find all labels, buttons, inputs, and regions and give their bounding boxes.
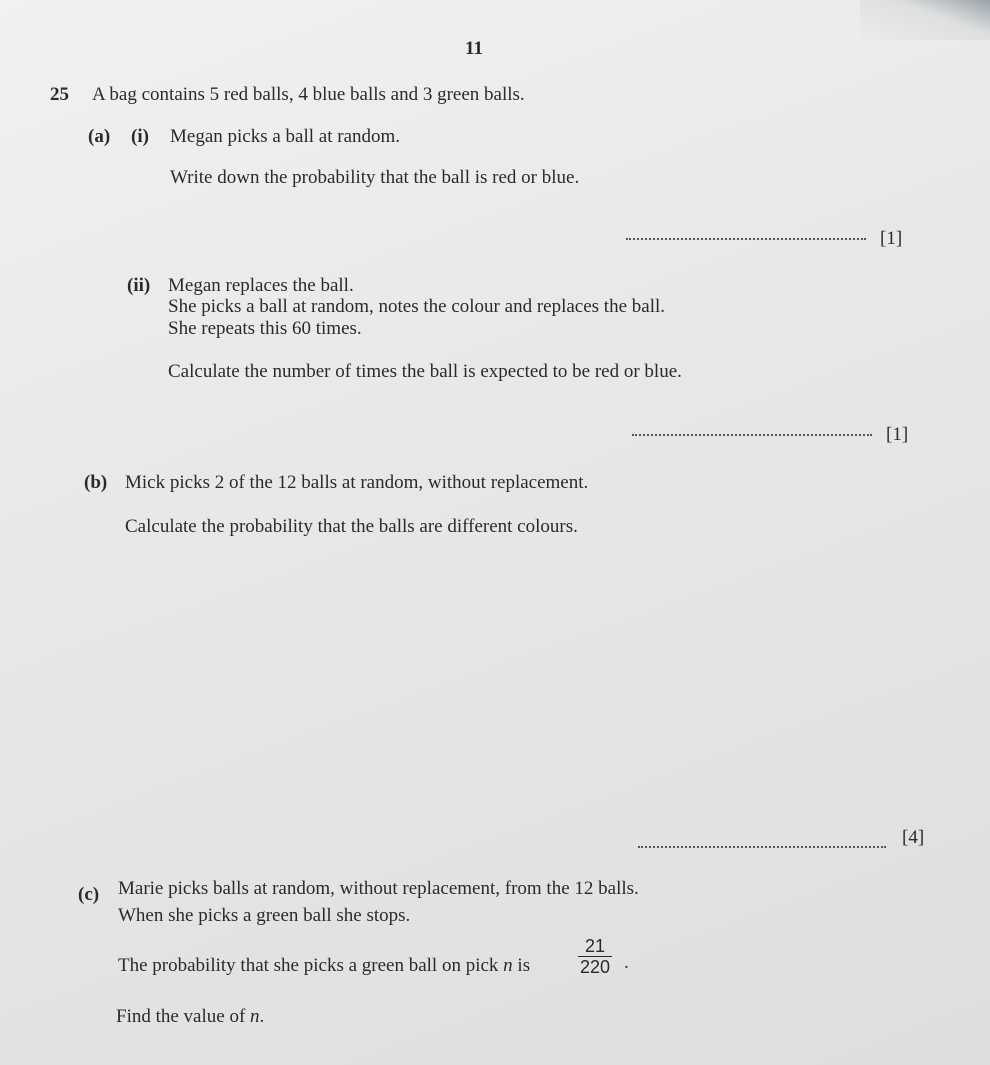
- question-stem: A bag contains 5 red balls, 4 blue balls and 3 green balls.: [92, 84, 525, 105]
- fraction-numerator: 21: [585, 936, 606, 956]
- answer-line-a-ii[interactable]: [632, 434, 872, 436]
- part-a-i-line2: Write down the probability that the ball is red or blue.: [170, 167, 580, 188]
- probability-fraction: [578, 936, 612, 977]
- marks-a-ii: [1]: [886, 424, 909, 445]
- part-c-line1: Marie picks balls at random, without replacement, from the 12 balls.: [118, 878, 639, 899]
- answer-line-b[interactable]: [638, 846, 886, 848]
- part-c-line4-end: .: [259, 1006, 265, 1027]
- fraction-denominator: 220: [580, 957, 611, 977]
- part-a-i-label: (i): [131, 126, 149, 147]
- part-c-line4: [116, 1006, 264, 1028]
- part-b-line1: Mick picks 2 of the 12 balls at random, without replacement.: [125, 472, 589, 493]
- part-c-line3: [118, 955, 530, 977]
- part-a-label: (a): [88, 126, 111, 147]
- photo-corner-shadow: [860, 0, 990, 40]
- part-b-label: (b): [84, 472, 108, 493]
- marks-b: [4]: [902, 827, 925, 848]
- part-c-line3-is: is: [512, 955, 531, 976]
- part-a-ii-line2: She picks a ball at random, notes the colour and replaces the ball.: [168, 296, 666, 317]
- variable-n-2: n: [250, 1006, 260, 1027]
- marks-a-i: [1]: [880, 228, 903, 249]
- variable-n: n: [503, 955, 513, 976]
- part-c-line3-prefix: The probability that she picks a green ball on pick: [118, 955, 504, 976]
- part-a-ii-line1: Megan replaces the ball.: [168, 275, 354, 296]
- part-b-line2: Calculate the probability that the balls are different colours.: [125, 516, 578, 537]
- page-number: 11: [465, 38, 483, 59]
- part-a-ii-label: (ii): [127, 275, 151, 296]
- answer-line-a-i[interactable]: [626, 238, 866, 240]
- part-a-i-line1: Megan picks a ball at random.: [170, 126, 401, 147]
- part-a-ii-line3: She repeats this 60 times.: [168, 318, 362, 339]
- part-c-line2: When she picks a green ball she stops.: [118, 905, 411, 926]
- part-a-ii-line4: Calculate the number of times the ball is expected to be red or blue.: [168, 361, 682, 382]
- part-c-label: (c): [78, 884, 100, 905]
- question-number: 25: [50, 84, 69, 105]
- part-c-line3-end: .: [624, 952, 629, 973]
- part-c-line4-prefix: Find the value of: [116, 1006, 251, 1027]
